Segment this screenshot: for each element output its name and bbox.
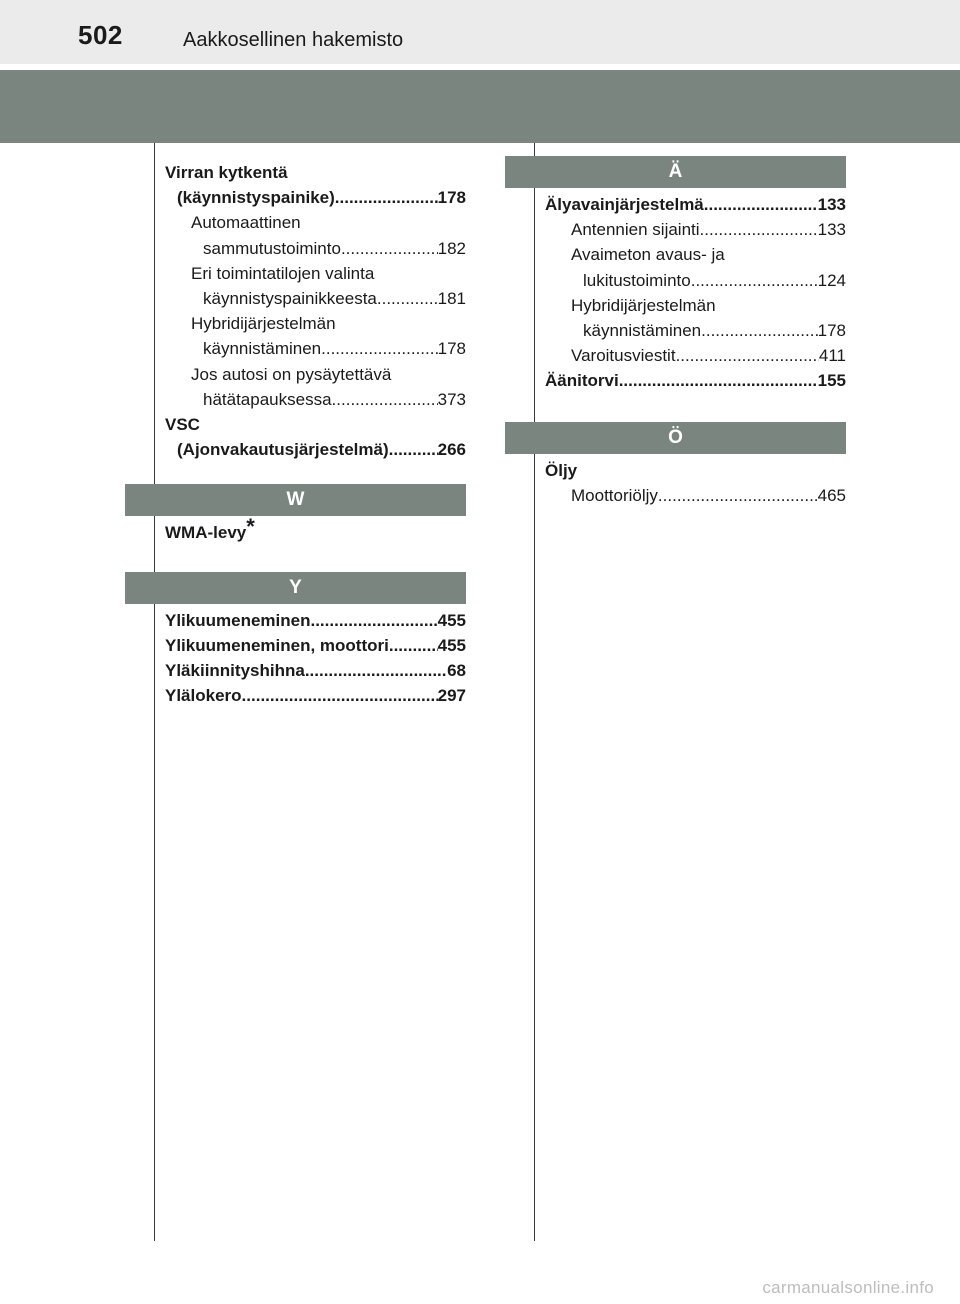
- page-number: 502: [78, 20, 123, 50]
- section-title: Aakkosellinen hakemisto: [183, 29, 404, 51]
- sub-entry: Hybridijärjestelmän käynnistäminen ..... 178: [165, 311, 466, 361]
- page-header: [0, 0, 960, 64]
- sub-entry: Hybridijärjestelmän käynnistäminen ..... 178: [545, 293, 846, 343]
- page-ref: 455: [437, 610, 466, 630]
- letter-heading-w: W: [125, 484, 466, 516]
- page-ref: 124: [817, 270, 846, 290]
- index-entry: Ylikuumeneminen, moottori ..... 455: [165, 633, 466, 658]
- page-ref: 266: [437, 440, 466, 460]
- page-ref: 373: [437, 389, 466, 409]
- page-ref: 455: [437, 635, 466, 655]
- sub-entry: Varoitusviestit ..... 411: [545, 343, 846, 368]
- watermark-text: carmanualsonline.info: [762, 1278, 934, 1297]
- index-entry: VSC (Ajonvakautusjärjestelmä) ..... 266: [165, 412, 466, 462]
- page-ref: 133: [817, 220, 846, 240]
- page-ref: 465: [817, 485, 846, 505]
- page-ref: 411: [818, 346, 846, 366]
- page-ref: 178: [817, 321, 846, 341]
- letter-heading-y: Y: [125, 572, 466, 604]
- entry-title: VSC: [165, 415, 200, 435]
- sub-entry: Eri toimintatilojen valinta käynnistyspainikkeesta ..... 181: [165, 261, 466, 311]
- page-ref: 297: [437, 686, 466, 706]
- left-column: [155, 160, 466, 708]
- page-ref: 178: [437, 339, 466, 359]
- index-entry: Yläkiinnityshihna ..... 68: [165, 658, 466, 683]
- header-band: [0, 70, 960, 143]
- page-ref: 182: [437, 238, 466, 258]
- sub-entry: Moottoriöljy ..... 465: [545, 483, 846, 508]
- asterisk-mark: *: [246, 514, 255, 540]
- sub-entry: Avaimeton avaus- ja lukitustoiminto ..... 124: [545, 242, 846, 292]
- index-entry: WMA-levy*: [165, 514, 255, 543]
- index-entry: Öljy: [545, 460, 578, 480]
- entry-title: Virran kytkentä: [165, 163, 288, 182]
- entry-title-cont: (käynnistyspainike): [177, 188, 335, 208]
- page-ref: 133: [817, 195, 846, 214]
- sub-entry: Jos autosi on pysäytettävä hätätapauksessa ..... 373: [165, 362, 466, 412]
- page-ref: 178: [437, 188, 466, 208]
- page-ref: 68: [447, 661, 466, 681]
- index-entry: Älyavainjärjestelmä ..... 133: [545, 192, 846, 217]
- index-entry: Ylälokero ..... 297: [165, 683, 466, 708]
- sub-entry: Antennien sijainti ..... 133: [545, 217, 846, 242]
- sub-entry: Automaattinen sammutustoiminto ..... 182: [165, 210, 466, 260]
- index-entry: [165, 160, 466, 210]
- index-entry: Ylikuumeneminen ..... 455: [165, 608, 466, 633]
- right-column: [535, 156, 846, 508]
- letter-heading-ae: Ä: [505, 156, 846, 188]
- letter-heading-oe: Ö: [505, 422, 846, 454]
- page-ref: 181: [437, 289, 466, 309]
- page-ref: 155: [817, 371, 846, 391]
- index-entry: Äänitorvi ..... 155: [545, 368, 846, 393]
